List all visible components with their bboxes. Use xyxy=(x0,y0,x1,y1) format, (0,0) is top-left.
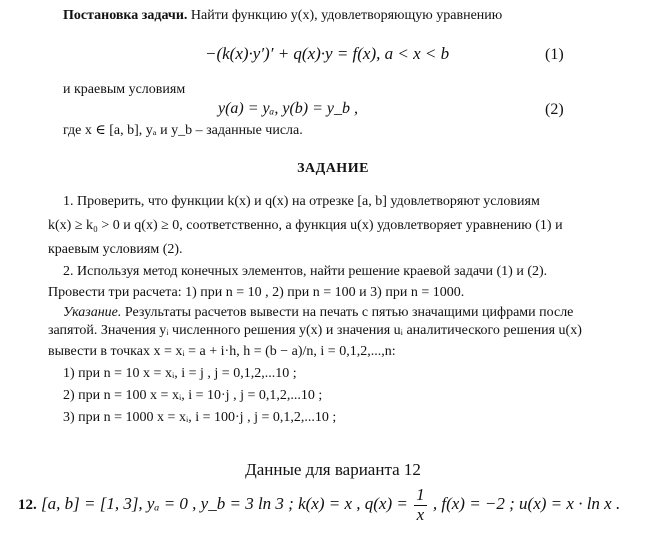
task-item2-line1: 2. Используя метод конечных элементов, найти решение краевой задачи (1) и (2). xyxy=(63,264,548,279)
given-text: где x ∈ [a, b], yₐ и y_b – заданные числа. xyxy=(63,123,303,138)
case-3: 3) при n = 1000 x = xᵢ, i = 100·j , j = 0,1,2,...10 ; xyxy=(63,410,337,425)
variant-rest: , f(x) = −2 ; u(x) = x · ln x . xyxy=(432,494,621,514)
statement-line xyxy=(63,9,502,23)
note-text-1: Результаты расчетов вывести на печать с пятью значащими цифрами после xyxy=(121,305,574,320)
q-denominator: x xyxy=(416,504,425,524)
task-item1-line2: k(x) ≥ k₀ > 0 и q(x) ≥ 0, соответственно, а функция u(x) удовлетворяет уравнению (1) и xyxy=(48,218,563,233)
task-item1-line3: краевым условиям (2). xyxy=(48,242,183,257)
q-fraction xyxy=(414,486,427,524)
equation-2: y(a) = yₐ, y(b) = y_b , xyxy=(218,100,358,117)
note-label: Указание. xyxy=(63,305,122,320)
boundary-intro: и краевым условиям xyxy=(63,82,186,97)
variant-number: 12. xyxy=(18,497,37,514)
equation-1-number: (1) xyxy=(545,46,564,63)
case-1: 1) при n = 10 x = xᵢ, i = j , j = 0,1,2,...10 ; xyxy=(63,366,297,381)
statement-text: Найти функцию y(x), удовлетворяющую уравнению xyxy=(190,8,503,23)
note-line3: вывести в точках x = xᵢ = a + i·h, h = (b − a)/n, i = 0,1,2,...,n: xyxy=(48,344,396,359)
note-line1 xyxy=(63,306,573,320)
note-line2: запятой. Значения yᵢ численного решения y(x) и значения uᵢ аналитического решения u(x) xyxy=(48,323,582,338)
equation-1: −(k(x)·y′)′ + q(x)·y = f(x), a < x < b xyxy=(205,44,450,63)
equation-2-number: (2) xyxy=(545,101,564,118)
q-numerator: 1 xyxy=(416,485,425,504)
variant-interval: [a, b] = [1, 3], yₐ = 0 , y_b = 3 ln 3 ; k(x) = x , q(x) = xyxy=(41,494,408,514)
statement-title: Постановка задачи. xyxy=(63,8,188,23)
task-item2-line2: Провести три расчета: 1) при n = 10 , 2) при n = 100 и 3) при n = 1000. xyxy=(48,285,465,300)
variant-data-line xyxy=(18,486,620,524)
variant-title: Данные для варианта 12 xyxy=(245,460,421,479)
case-2: 2) при n = 100 x = xᵢ, i = 10·j , j = 0,1,2,...10 ; xyxy=(63,388,323,403)
task-heading: ЗАДАНИЕ xyxy=(297,161,369,176)
task-item1-line1: 1. Проверить, что функции k(x) и q(x) на отрезке [a, b] удовлетворяют условиям xyxy=(63,194,540,209)
